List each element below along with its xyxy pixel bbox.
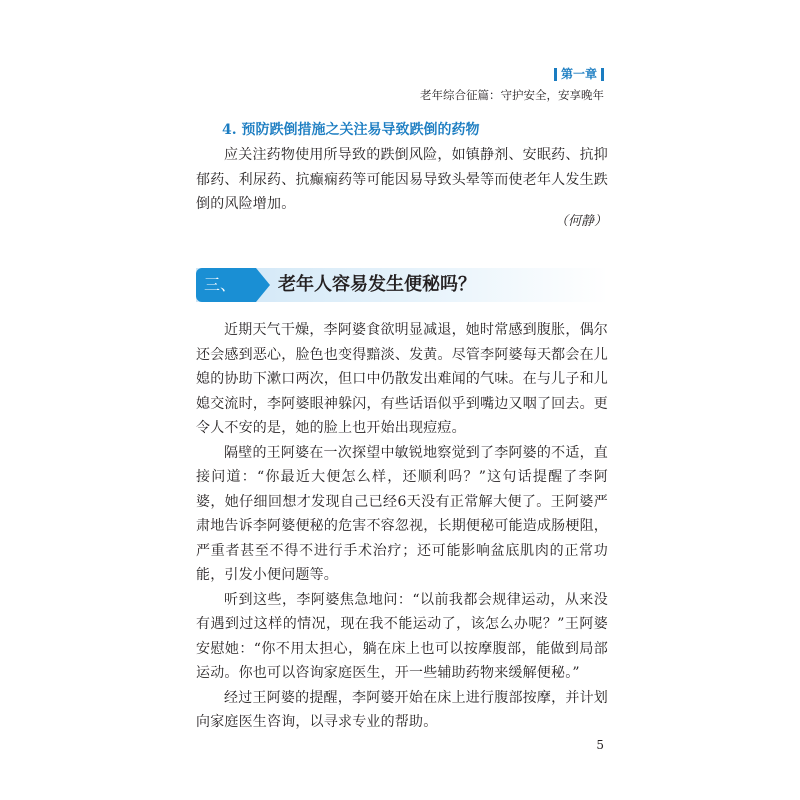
body-paragraph: 隔壁的王阿婆在一次探望中敏锐地察觉到了李阿婆的不适，直接问道：“你最近大便怎么样，还顺利吗？”这句话提醒了李阿婆，她仔细回想才发现自己已经6天没有正常解大便了。王阿婆严肃地告诉李阿婆便秘的危害不容忽视，长期便秘可能造成肠梗阻，严重者甚至不得不进行手术治疗；还可能影响盆底肌肉的正常功能，引发小便问题等。 [196,444,608,583]
body-paragraph: 经过王阿婆的提醒，李阿婆开始在床上进行腹部按摩，并计划向家庭医生咨询，以寻求专业的帮助。 [196,689,608,730]
banner-number: 三、 [196,268,256,302]
author-credit: （何静） [554,214,607,229]
section-banner [196,268,608,302]
page-number: 5 [596,738,604,752]
chapter-bar-left [554,68,557,81]
chapter-subtitle: 老年综合征篇：守护安全，安享晚年 [420,88,604,102]
section-heading: 4. 预防跌倒措施之关注易导致跌倒的药物 [222,122,480,138]
chapter-label: 第一章 [560,67,597,81]
banner-title: 老年人容易发生便秘吗？ [278,274,476,295]
chapter-tag [554,67,604,82]
body-paragraph: 听到这些，李阿婆焦急地问：“以前我都会规律运动，从来没有遇到过这样的情况，现在我不能运动了，该怎么办呢？”王阿婆安慰她：“你不用太担心，躺在床上也可以按摩腹部，能做到局部运动。你也可以咨询家庭医生，开一些辅助药物来缓解便秘。” [196,591,608,681]
chapter-bar-right [601,68,604,81]
running-header [420,66,604,103]
main-body [196,318,608,735]
section-paragraph: 应关注药物使用所导致的跌倒风险，如镇静剂、安眠药、抗抑郁药、利尿药、抗癫痫药等可能因易导致头晕等而使老年人发生跌倒的风险增加。 [196,147,608,212]
body-paragraph: 近期天气干燥，李阿婆食欲明显减退，她时常感到腹胀，偶尔还会感到恶心，脸色也变得黯淡、发黄。尽管李阿婆每天都会在儿媳的协助下漱口两次，但口中仍散发出难闻的气味。在与儿子和儿媳交流时，李阿婆眼神躲闪，有些话语似乎到嘴边又咽了回去。更令人不安的是，她的脸上也开始出现痘痘。 [196,322,608,436]
section-body [196,143,608,217]
